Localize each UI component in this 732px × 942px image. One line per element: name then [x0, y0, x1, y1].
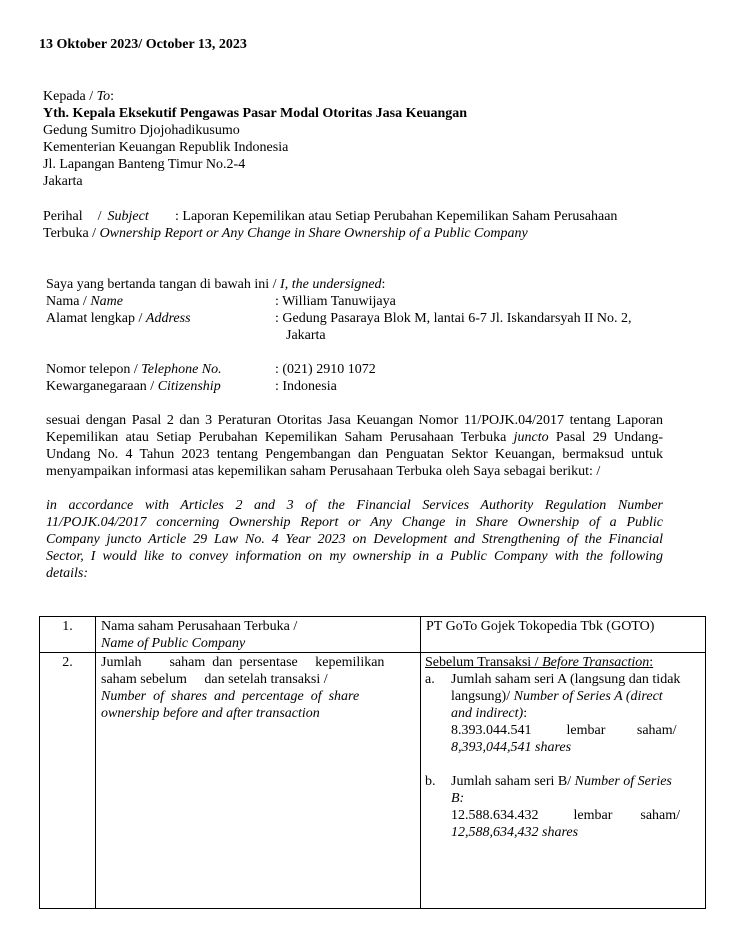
- paragraph-en-line: Company juncto Article 29 Law No. 4 Year 2023 on Development and Strengthening of the Financial: [46, 532, 663, 547]
- address-value-1: : Gedung Pasaraya Blok M, lantai 6-7 Jl. Iskandarsyah II No. 2,: [275, 311, 632, 326]
- row-label: [96, 653, 421, 909]
- before-heading-id: Sebelum Transaksi /: [425, 655, 543, 670]
- row-number: 1.: [40, 617, 96, 653]
- to-label-id: Kepada /: [43, 89, 97, 104]
- phone-label-id: Nomor telepon /: [46, 362, 142, 377]
- paragraph-en-line: in accordance with Articles 2 and 3 of the Financial Services Authority Regulation Number: [46, 498, 663, 513]
- row-label: [96, 617, 421, 653]
- to-colon: :: [110, 89, 115, 104]
- row-value: [421, 653, 706, 909]
- subject-label-id: Perihal: [43, 209, 83, 224]
- list-item-number: b.: [425, 774, 436, 789]
- paragraph-id-line: sesuai dengan Pasal 2 dan 3 Peraturan Otoritas Jasa Keuangan Nomor 11/POJK.04/2017 tentang Laporan: [46, 413, 663, 428]
- row-number: 2.: [40, 653, 96, 909]
- document-date: 13 Oktober 2023/ October 13, 2023: [39, 37, 247, 52]
- to-label: [43, 88, 114, 105]
- series-b-value-en: 12,588,634,432 shares: [451, 825, 579, 840]
- series-a-colon: :: [523, 706, 528, 721]
- subject-label-en: Subject: [107, 209, 149, 224]
- paragraph-en-line: 11/POJK.04/2017 concerning Ownership Report or Any Change in Share Ownership of a Public: [46, 515, 663, 530]
- before-transaction-heading: [425, 654, 700, 671]
- before-heading-colon: :: [649, 655, 654, 670]
- paragraph-id-line: [46, 429, 663, 446]
- before-heading-en: Before Transaction: [542, 655, 650, 670]
- series-b-value: 12.588.634.432 lembar saham/: [451, 808, 681, 823]
- name-label-id: Nama /: [46, 294, 91, 309]
- subject-text-2-en: Ownership Report or Any Change in Share Ownership of a Public Company: [99, 226, 528, 241]
- citizenship-label: [46, 378, 221, 395]
- series-b-label-en: Number of Series: [574, 774, 672, 789]
- series-a-value-en: 8,393,044,541 shares: [451, 740, 572, 755]
- paragraph-id-text: Pasal 29 Undang-: [548, 430, 663, 445]
- subject-text-2-id: Terbuka /: [43, 226, 100, 241]
- address-label: [46, 310, 191, 327]
- subject-text-2: [43, 225, 528, 242]
- ownership-table: [39, 616, 706, 909]
- address-value-2: Jakarta: [286, 328, 326, 343]
- name-value: : William Tanuwijaya: [275, 294, 396, 309]
- row-label-en-line: Number of shares and percentage of share: [101, 689, 360, 704]
- table-row: [40, 653, 706, 909]
- citizenship-value: : Indonesia: [275, 379, 337, 394]
- name-label: [46, 293, 123, 310]
- recipient-address-line: Jakarta: [43, 174, 83, 189]
- paragraph-en-line: Sector, I would like to convey information on my ownership in a Public Company with the following: [46, 549, 663, 564]
- list-item: [425, 671, 700, 756]
- series-a-label-en: Number of Series A (direct: [513, 689, 663, 704]
- paragraph-id-text: Kepemilikan atau Setiap Perubahan Kepemilikan Saham Perusahaan Terbuka: [46, 430, 514, 445]
- list-item-number: a.: [425, 672, 435, 687]
- row-value: PT GoTo Gojek Tokopedia Tbk (GOTO): [421, 617, 706, 653]
- citizenship-label-en: Citizenship: [157, 379, 221, 394]
- paragraph-id-juncto: juncto: [513, 430, 549, 445]
- series-b-label-id: Jumlah saham seri B/: [451, 774, 575, 789]
- signer-intro-en: I, the undersigned: [280, 277, 382, 292]
- subject-label: [43, 208, 149, 225]
- name-label-en: Name: [90, 294, 123, 309]
- phone-label: [46, 361, 222, 378]
- paragraph-id-line: menyampaikan informasi atas kepemilikan saham Perusahaan Terbuka oleh Saya sebagai berikut: /: [46, 464, 601, 479]
- subject-text-1: : Laporan Kepemilikan atau Setiap Perubahan Kepemilikan Saham Perusahaan: [175, 209, 618, 224]
- signer-intro-id: Saya yang bertanda tangan di bawah ini /: [46, 277, 281, 292]
- phone-value: : (021) 2910 1072: [275, 362, 376, 377]
- address-label-id: Alamat lengkap /: [46, 311, 146, 326]
- paragraph-en-line: details:: [46, 566, 88, 581]
- series-a-label: Jumlah saham seri A (langsung dan tidak: [451, 672, 681, 687]
- series-a-label-en: and indirect): [451, 706, 524, 721]
- series-a-label: [451, 705, 700, 722]
- series-b-label-en: B:: [451, 791, 465, 806]
- row-label-en: Name of Public Company: [101, 636, 246, 651]
- paragraph-id-line: Undang No. 4 Tahun 2023 tentang Pengembangan dan Penguatan Sektor Keuangan, bermaksud untuk: [46, 447, 663, 462]
- recipient-address-line: Kementerian Keuangan Republik Indonesia: [43, 140, 289, 155]
- series-b-label: [451, 773, 700, 790]
- citizenship-label-id: Kewarganegaraan /: [46, 379, 158, 394]
- signer-intro: [46, 276, 385, 293]
- recipient-address-line: Gedung Sumitro Djojohadikusumo: [43, 123, 240, 138]
- list-item: [425, 773, 700, 841]
- signer-intro-colon: :: [381, 277, 386, 292]
- row-label-en-line: ownership before and after transaction: [101, 706, 320, 721]
- row-label-id-line: saham sebelum dan setelah transaksi /: [101, 672, 328, 687]
- subject-sep: /: [97, 209, 102, 224]
- phone-label-en: Telephone No.: [141, 362, 222, 377]
- series-a-label: [451, 688, 700, 705]
- to-label-en: To: [96, 89, 111, 104]
- series-a-value: 8.393.044.541 lembar saham/: [451, 723, 677, 738]
- table-row: [40, 617, 706, 653]
- row-label-id: Nama saham Perusahaan Terbuka /: [101, 619, 298, 634]
- recipient-title: Yth. Kepala Eksekutif Pengawas Pasar Modal Otoritas Jasa Keuangan: [43, 106, 468, 121]
- address-label-en: Address: [145, 311, 191, 326]
- series-a-label-id: langsung)/: [451, 689, 514, 704]
- row-label-id-line: Jumlah saham dan persentase kepemilikan: [101, 655, 385, 670]
- recipient-address-line: Jl. Lapangan Banteng Timur No.2-4: [43, 157, 246, 172]
